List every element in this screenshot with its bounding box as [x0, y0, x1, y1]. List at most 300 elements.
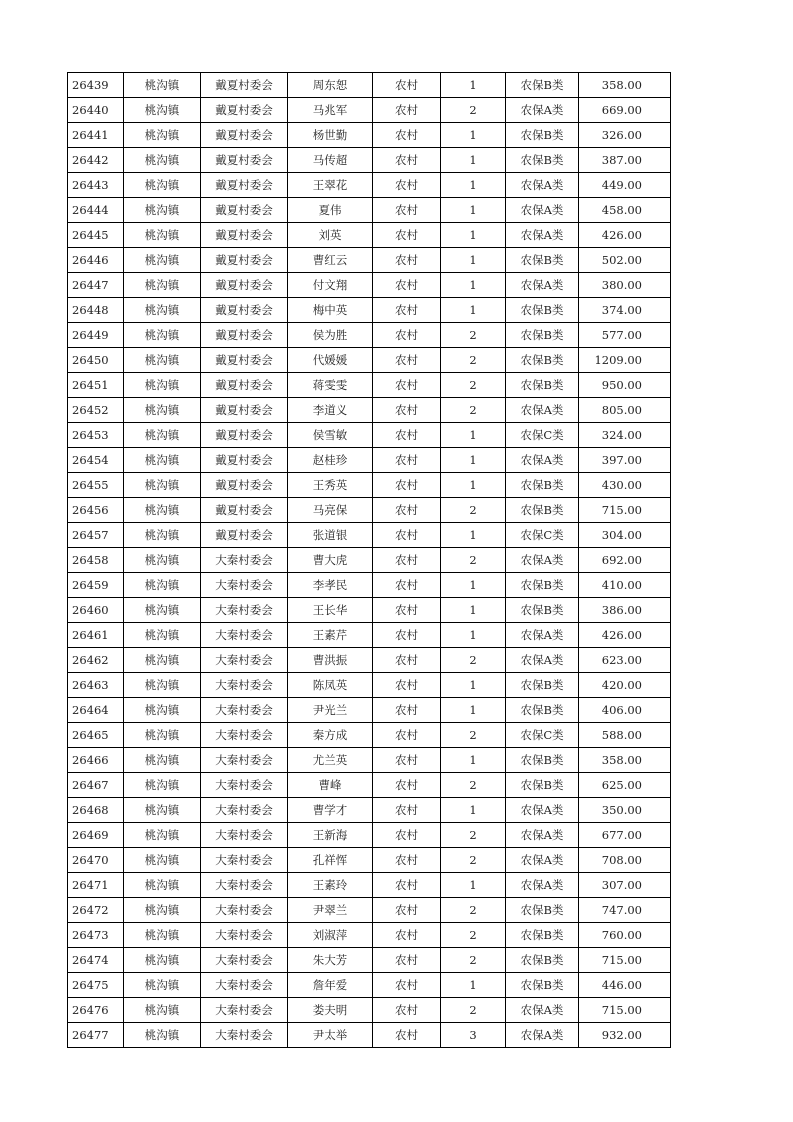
town-cell: 桃沟镇: [124, 473, 201, 498]
household-count-cell: 2: [441, 348, 506, 373]
table-row: [68, 723, 671, 748]
village-committee-cell: 戴夏村委会: [201, 98, 288, 123]
record-id-cell: 26471: [68, 873, 124, 898]
insurance-category-cell: 农保B类: [506, 348, 579, 373]
insurance-category-cell: 农保B类: [506, 248, 579, 273]
amount-cell: 502.00: [579, 248, 671, 273]
amount-cell: 387.00: [579, 148, 671, 173]
residence-type-cell: 农村: [373, 373, 441, 398]
insurance-category-cell: 农保A类: [506, 273, 579, 298]
person-name-cell: 孔祥恽: [288, 848, 373, 873]
village-committee-cell: 戴夏村委会: [201, 248, 288, 273]
person-name-cell: 王新海: [288, 823, 373, 848]
town-cell: 桃沟镇: [124, 648, 201, 673]
table-row: [68, 173, 671, 198]
person-name-cell: 王素玲: [288, 873, 373, 898]
table-row: [68, 423, 671, 448]
table-row: [68, 798, 671, 823]
residence-type-cell: 农村: [373, 273, 441, 298]
amount-cell: 397.00: [579, 448, 671, 473]
amount-cell: 715.00: [579, 998, 671, 1023]
table-row: [68, 873, 671, 898]
record-id-cell: 26451: [68, 373, 124, 398]
household-count-cell: 1: [441, 623, 506, 648]
table-row: [68, 998, 671, 1023]
person-name-cell: 夏伟: [288, 198, 373, 223]
town-cell: 桃沟镇: [124, 798, 201, 823]
person-name-cell: 杨世勤: [288, 123, 373, 148]
household-count-cell: 1: [441, 698, 506, 723]
residence-type-cell: 农村: [373, 748, 441, 773]
household-count-cell: 2: [441, 923, 506, 948]
record-id-cell: 26455: [68, 473, 124, 498]
village-committee-cell: 戴夏村委会: [201, 198, 288, 223]
table-row: [68, 923, 671, 948]
record-id-cell: 26467: [68, 773, 124, 798]
table-row: [68, 373, 671, 398]
person-name-cell: 娄夫明: [288, 998, 373, 1023]
insurance-category-cell: 农保C类: [506, 723, 579, 748]
town-cell: 桃沟镇: [124, 673, 201, 698]
village-committee-cell: 戴夏村委会: [201, 373, 288, 398]
person-name-cell: 曹洪振: [288, 648, 373, 673]
village-committee-cell: 戴夏村委会: [201, 473, 288, 498]
household-count-cell: 1: [441, 673, 506, 698]
record-id-cell: 26439: [68, 73, 124, 98]
insurance-category-cell: 农保C类: [506, 423, 579, 448]
residence-type-cell: 农村: [373, 673, 441, 698]
village-committee-cell: 大秦村委会: [201, 823, 288, 848]
person-name-cell: 尹光兰: [288, 698, 373, 723]
town-cell: 桃沟镇: [124, 448, 201, 473]
table-row: [68, 623, 671, 648]
town-cell: 桃沟镇: [124, 773, 201, 798]
table-row: [68, 523, 671, 548]
village-committee-cell: 大秦村委会: [201, 598, 288, 623]
table-row: [68, 473, 671, 498]
insurance-category-cell: 农保A类: [506, 223, 579, 248]
record-id-cell: 26440: [68, 98, 124, 123]
insurance-category-cell: 农保A类: [506, 98, 579, 123]
household-count-cell: 1: [441, 198, 506, 223]
amount-cell: 326.00: [579, 123, 671, 148]
residence-type-cell: 农村: [373, 523, 441, 548]
insurance-category-cell: 农保B类: [506, 948, 579, 973]
household-count-cell: 2: [441, 773, 506, 798]
village-committee-cell: 戴夏村委会: [201, 423, 288, 448]
person-name-cell: 赵桂珍: [288, 448, 373, 473]
household-count-cell: 1: [441, 173, 506, 198]
insurance-category-cell: 农保A类: [506, 648, 579, 673]
record-id-cell: 26468: [68, 798, 124, 823]
amount-cell: 374.00: [579, 298, 671, 323]
record-id-cell: 26476: [68, 998, 124, 1023]
amount-cell: 358.00: [579, 748, 671, 773]
amount-cell: 350.00: [579, 798, 671, 823]
person-name-cell: 侯为胜: [288, 323, 373, 348]
amount-cell: 406.00: [579, 698, 671, 723]
amount-cell: 1209.00: [579, 348, 671, 373]
record-id-cell: 26454: [68, 448, 124, 473]
person-name-cell: 曹大虎: [288, 548, 373, 573]
village-committee-cell: 戴夏村委会: [201, 148, 288, 173]
town-cell: 桃沟镇: [124, 348, 201, 373]
residence-type-cell: 农村: [373, 848, 441, 873]
residence-type-cell: 农村: [373, 98, 441, 123]
town-cell: 桃沟镇: [124, 1023, 201, 1048]
residence-type-cell: 农村: [373, 248, 441, 273]
amount-cell: 358.00: [579, 73, 671, 98]
town-cell: 桃沟镇: [124, 948, 201, 973]
village-committee-cell: 戴夏村委会: [201, 448, 288, 473]
amount-cell: 386.00: [579, 598, 671, 623]
insurance-category-cell: 农保A类: [506, 823, 579, 848]
household-count-cell: 1: [441, 248, 506, 273]
residence-type-cell: 农村: [373, 773, 441, 798]
person-name-cell: 代媛媛: [288, 348, 373, 373]
person-name-cell: 刘英: [288, 223, 373, 248]
amount-cell: 805.00: [579, 398, 671, 423]
residence-type-cell: 农村: [373, 123, 441, 148]
household-count-cell: 1: [441, 798, 506, 823]
residence-type-cell: 农村: [373, 723, 441, 748]
village-committee-cell: 大秦村委会: [201, 923, 288, 948]
person-name-cell: 詹年爱: [288, 973, 373, 998]
record-id-cell: 26443: [68, 173, 124, 198]
amount-cell: 677.00: [579, 823, 671, 848]
table-row: [68, 698, 671, 723]
record-id-cell: 26447: [68, 273, 124, 298]
village-committee-cell: 大秦村委会: [201, 723, 288, 748]
record-id-cell: 26450: [68, 348, 124, 373]
village-committee-cell: 大秦村委会: [201, 698, 288, 723]
insurance-category-cell: 农保B类: [506, 498, 579, 523]
household-count-cell: 2: [441, 998, 506, 1023]
household-count-cell: 2: [441, 948, 506, 973]
village-committee-cell: 大秦村委会: [201, 773, 288, 798]
village-committee-cell: 戴夏村委会: [201, 498, 288, 523]
insurance-category-cell: 农保A类: [506, 173, 579, 198]
person-name-cell: 张道银: [288, 523, 373, 548]
record-id-cell: 26464: [68, 698, 124, 723]
residence-type-cell: 农村: [373, 223, 441, 248]
person-name-cell: 王翠花: [288, 173, 373, 198]
household-count-cell: 2: [441, 323, 506, 348]
person-name-cell: 陈凤英: [288, 673, 373, 698]
table-row: [68, 548, 671, 573]
village-committee-cell: 戴夏村委会: [201, 173, 288, 198]
table-row: [68, 898, 671, 923]
record-id-cell: 26444: [68, 198, 124, 223]
village-committee-cell: 大秦村委会: [201, 1023, 288, 1048]
person-name-cell: 尹太举: [288, 1023, 373, 1048]
insurance-category-cell: 农保B类: [506, 773, 579, 798]
amount-cell: 426.00: [579, 623, 671, 648]
residence-type-cell: 农村: [373, 73, 441, 98]
village-committee-cell: 戴夏村委会: [201, 398, 288, 423]
village-committee-cell: 大秦村委会: [201, 873, 288, 898]
record-id-cell: 26460: [68, 598, 124, 623]
table-row: [68, 148, 671, 173]
table-row: [68, 73, 671, 98]
insurance-category-cell: 农保A类: [506, 198, 579, 223]
residence-type-cell: 农村: [373, 798, 441, 823]
village-committee-cell: 戴夏村委会: [201, 73, 288, 98]
amount-cell: 577.00: [579, 323, 671, 348]
residence-type-cell: 农村: [373, 473, 441, 498]
village-committee-cell: 大秦村委会: [201, 898, 288, 923]
town-cell: 桃沟镇: [124, 173, 201, 198]
residence-type-cell: 农村: [373, 448, 441, 473]
table-row: [68, 123, 671, 148]
record-id-cell: 26442: [68, 148, 124, 173]
record-id-cell: 26448: [68, 298, 124, 323]
town-cell: 桃沟镇: [124, 373, 201, 398]
person-name-cell: 周东恕: [288, 73, 373, 98]
amount-cell: 715.00: [579, 948, 671, 973]
amount-cell: 708.00: [579, 848, 671, 873]
residence-type-cell: 农村: [373, 898, 441, 923]
village-committee-cell: 大秦村委会: [201, 748, 288, 773]
table-row: [68, 198, 671, 223]
town-cell: 桃沟镇: [124, 73, 201, 98]
village-committee-cell: 戴夏村委会: [201, 323, 288, 348]
table-row: [68, 573, 671, 598]
household-count-cell: 1: [441, 748, 506, 773]
table-row: [68, 98, 671, 123]
town-cell: 桃沟镇: [124, 973, 201, 998]
person-name-cell: 王素芹: [288, 623, 373, 648]
person-name-cell: 曹红云: [288, 248, 373, 273]
record-id-cell: 26452: [68, 398, 124, 423]
household-count-cell: 2: [441, 373, 506, 398]
village-committee-cell: 大秦村委会: [201, 973, 288, 998]
insurance-category-cell: 农保B类: [506, 298, 579, 323]
person-name-cell: 蒋雯雯: [288, 373, 373, 398]
residence-type-cell: 农村: [373, 498, 441, 523]
amount-cell: 692.00: [579, 548, 671, 573]
household-count-cell: 1: [441, 423, 506, 448]
record-id-cell: 26445: [68, 223, 124, 248]
village-committee-cell: 戴夏村委会: [201, 348, 288, 373]
amount-cell: 380.00: [579, 273, 671, 298]
town-cell: 桃沟镇: [124, 573, 201, 598]
residence-type-cell: 农村: [373, 823, 441, 848]
residence-type-cell: 农村: [373, 323, 441, 348]
table-row: [68, 948, 671, 973]
household-count-cell: 2: [441, 823, 506, 848]
record-id-cell: 26463: [68, 673, 124, 698]
town-cell: 桃沟镇: [124, 498, 201, 523]
town-cell: 桃沟镇: [124, 398, 201, 423]
residence-type-cell: 农村: [373, 948, 441, 973]
amount-cell: 449.00: [579, 173, 671, 198]
person-name-cell: 李孝民: [288, 573, 373, 598]
household-count-cell: 1: [441, 873, 506, 898]
household-count-cell: 2: [441, 848, 506, 873]
residence-type-cell: 农村: [373, 648, 441, 673]
person-name-cell: 曹学才: [288, 798, 373, 823]
household-count-cell: 2: [441, 548, 506, 573]
amount-cell: 747.00: [579, 898, 671, 923]
residence-type-cell: 农村: [373, 298, 441, 323]
town-cell: 桃沟镇: [124, 248, 201, 273]
residence-type-cell: 农村: [373, 148, 441, 173]
village-committee-cell: 大秦村委会: [201, 673, 288, 698]
town-cell: 桃沟镇: [124, 598, 201, 623]
household-count-cell: 2: [441, 398, 506, 423]
insurance-category-cell: 农保B类: [506, 573, 579, 598]
table-row: [68, 1023, 671, 1048]
town-cell: 桃沟镇: [124, 273, 201, 298]
amount-cell: 932.00: [579, 1023, 671, 1048]
household-count-cell: 2: [441, 723, 506, 748]
village-committee-cell: 大秦村委会: [201, 648, 288, 673]
amount-cell: 446.00: [579, 973, 671, 998]
record-id-cell: 26456: [68, 498, 124, 523]
residence-type-cell: 农村: [373, 923, 441, 948]
insurance-category-cell: 农保B类: [506, 973, 579, 998]
table-row: [68, 298, 671, 323]
record-id-cell: 26462: [68, 648, 124, 673]
insurance-category-cell: 农保A类: [506, 798, 579, 823]
insurance-category-cell: 农保A类: [506, 998, 579, 1023]
person-name-cell: 曹峰: [288, 773, 373, 798]
household-count-cell: 1: [441, 448, 506, 473]
table-row: [68, 248, 671, 273]
table-row: [68, 823, 671, 848]
town-cell: 桃沟镇: [124, 323, 201, 348]
town-cell: 桃沟镇: [124, 148, 201, 173]
insurance-category-cell: 农保A类: [506, 1023, 579, 1048]
person-name-cell: 马传超: [288, 148, 373, 173]
town-cell: 桃沟镇: [124, 848, 201, 873]
record-id-cell: 26461: [68, 623, 124, 648]
table-row: [68, 598, 671, 623]
household-count-cell: 1: [441, 973, 506, 998]
amount-cell: 760.00: [579, 923, 671, 948]
table-row: [68, 223, 671, 248]
person-name-cell: 朱大芳: [288, 948, 373, 973]
table-row: [68, 448, 671, 473]
table-row: [68, 398, 671, 423]
household-count-cell: 1: [441, 298, 506, 323]
record-id-cell: 26477: [68, 1023, 124, 1048]
table-row: [68, 648, 671, 673]
residence-type-cell: 农村: [373, 873, 441, 898]
town-cell: 桃沟镇: [124, 223, 201, 248]
record-id-cell: 26473: [68, 923, 124, 948]
amount-cell: 307.00: [579, 873, 671, 898]
table-row: [68, 973, 671, 998]
records-table: [67, 72, 671, 1048]
residence-type-cell: 农村: [373, 973, 441, 998]
residence-type-cell: 农村: [373, 1023, 441, 1048]
household-count-cell: 1: [441, 523, 506, 548]
village-committee-cell: 大秦村委会: [201, 548, 288, 573]
table-row: [68, 498, 671, 523]
town-cell: 桃沟镇: [124, 998, 201, 1023]
village-committee-cell: 大秦村委会: [201, 998, 288, 1023]
household-count-cell: 1: [441, 73, 506, 98]
person-name-cell: 王秀英: [288, 473, 373, 498]
amount-cell: 623.00: [579, 648, 671, 673]
household-count-cell: 2: [441, 648, 506, 673]
village-committee-cell: 戴夏村委会: [201, 123, 288, 148]
insurance-category-cell: 农保B类: [506, 698, 579, 723]
person-name-cell: 侯雪敏: [288, 423, 373, 448]
record-id-cell: 26449: [68, 323, 124, 348]
insurance-category-cell: 农保A类: [506, 548, 579, 573]
person-name-cell: 王长华: [288, 598, 373, 623]
record-id-cell: 26457: [68, 523, 124, 548]
insurance-category-cell: 农保A类: [506, 873, 579, 898]
table-row: [68, 748, 671, 773]
insurance-category-cell: 农保B类: [506, 123, 579, 148]
insurance-category-cell: 农保B类: [506, 898, 579, 923]
residence-type-cell: 农村: [373, 398, 441, 423]
person-name-cell: 付文翔: [288, 273, 373, 298]
amount-cell: 669.00: [579, 98, 671, 123]
town-cell: 桃沟镇: [124, 873, 201, 898]
record-id-cell: 26475: [68, 973, 124, 998]
household-count-cell: 1: [441, 473, 506, 498]
town-cell: 桃沟镇: [124, 298, 201, 323]
village-committee-cell: 大秦村委会: [201, 848, 288, 873]
table-body: [68, 73, 671, 1048]
residence-type-cell: 农村: [373, 548, 441, 573]
town-cell: 桃沟镇: [124, 98, 201, 123]
town-cell: 桃沟镇: [124, 748, 201, 773]
village-committee-cell: 戴夏村委会: [201, 273, 288, 298]
record-id-cell: 26465: [68, 723, 124, 748]
insurance-category-cell: 农保B类: [506, 923, 579, 948]
table-row: [68, 773, 671, 798]
insurance-category-cell: 农保B类: [506, 473, 579, 498]
table-row: [68, 848, 671, 873]
insurance-category-cell: 农保B类: [506, 373, 579, 398]
village-committee-cell: 戴夏村委会: [201, 223, 288, 248]
person-name-cell: 秦方成: [288, 723, 373, 748]
amount-cell: 304.00: [579, 523, 671, 548]
person-name-cell: 马兆军: [288, 98, 373, 123]
person-name-cell: 尹翠兰: [288, 898, 373, 923]
amount-cell: 410.00: [579, 573, 671, 598]
residence-type-cell: 农村: [373, 598, 441, 623]
amount-cell: 426.00: [579, 223, 671, 248]
town-cell: 桃沟镇: [124, 698, 201, 723]
household-count-cell: 1: [441, 573, 506, 598]
amount-cell: 324.00: [579, 423, 671, 448]
household-count-cell: 3: [441, 1023, 506, 1048]
amount-cell: 588.00: [579, 723, 671, 748]
residence-type-cell: 农村: [373, 698, 441, 723]
household-count-cell: 1: [441, 273, 506, 298]
town-cell: 桃沟镇: [124, 823, 201, 848]
residence-type-cell: 农村: [373, 573, 441, 598]
person-name-cell: 梅中英: [288, 298, 373, 323]
table-row: [68, 348, 671, 373]
person-name-cell: 李道义: [288, 398, 373, 423]
residence-type-cell: 农村: [373, 173, 441, 198]
household-count-cell: 2: [441, 498, 506, 523]
household-count-cell: 1: [441, 148, 506, 173]
town-cell: 桃沟镇: [124, 523, 201, 548]
record-id-cell: 26441: [68, 123, 124, 148]
record-id-cell: 26470: [68, 848, 124, 873]
insurance-category-cell: 农保B类: [506, 323, 579, 348]
record-id-cell: 26474: [68, 948, 124, 973]
